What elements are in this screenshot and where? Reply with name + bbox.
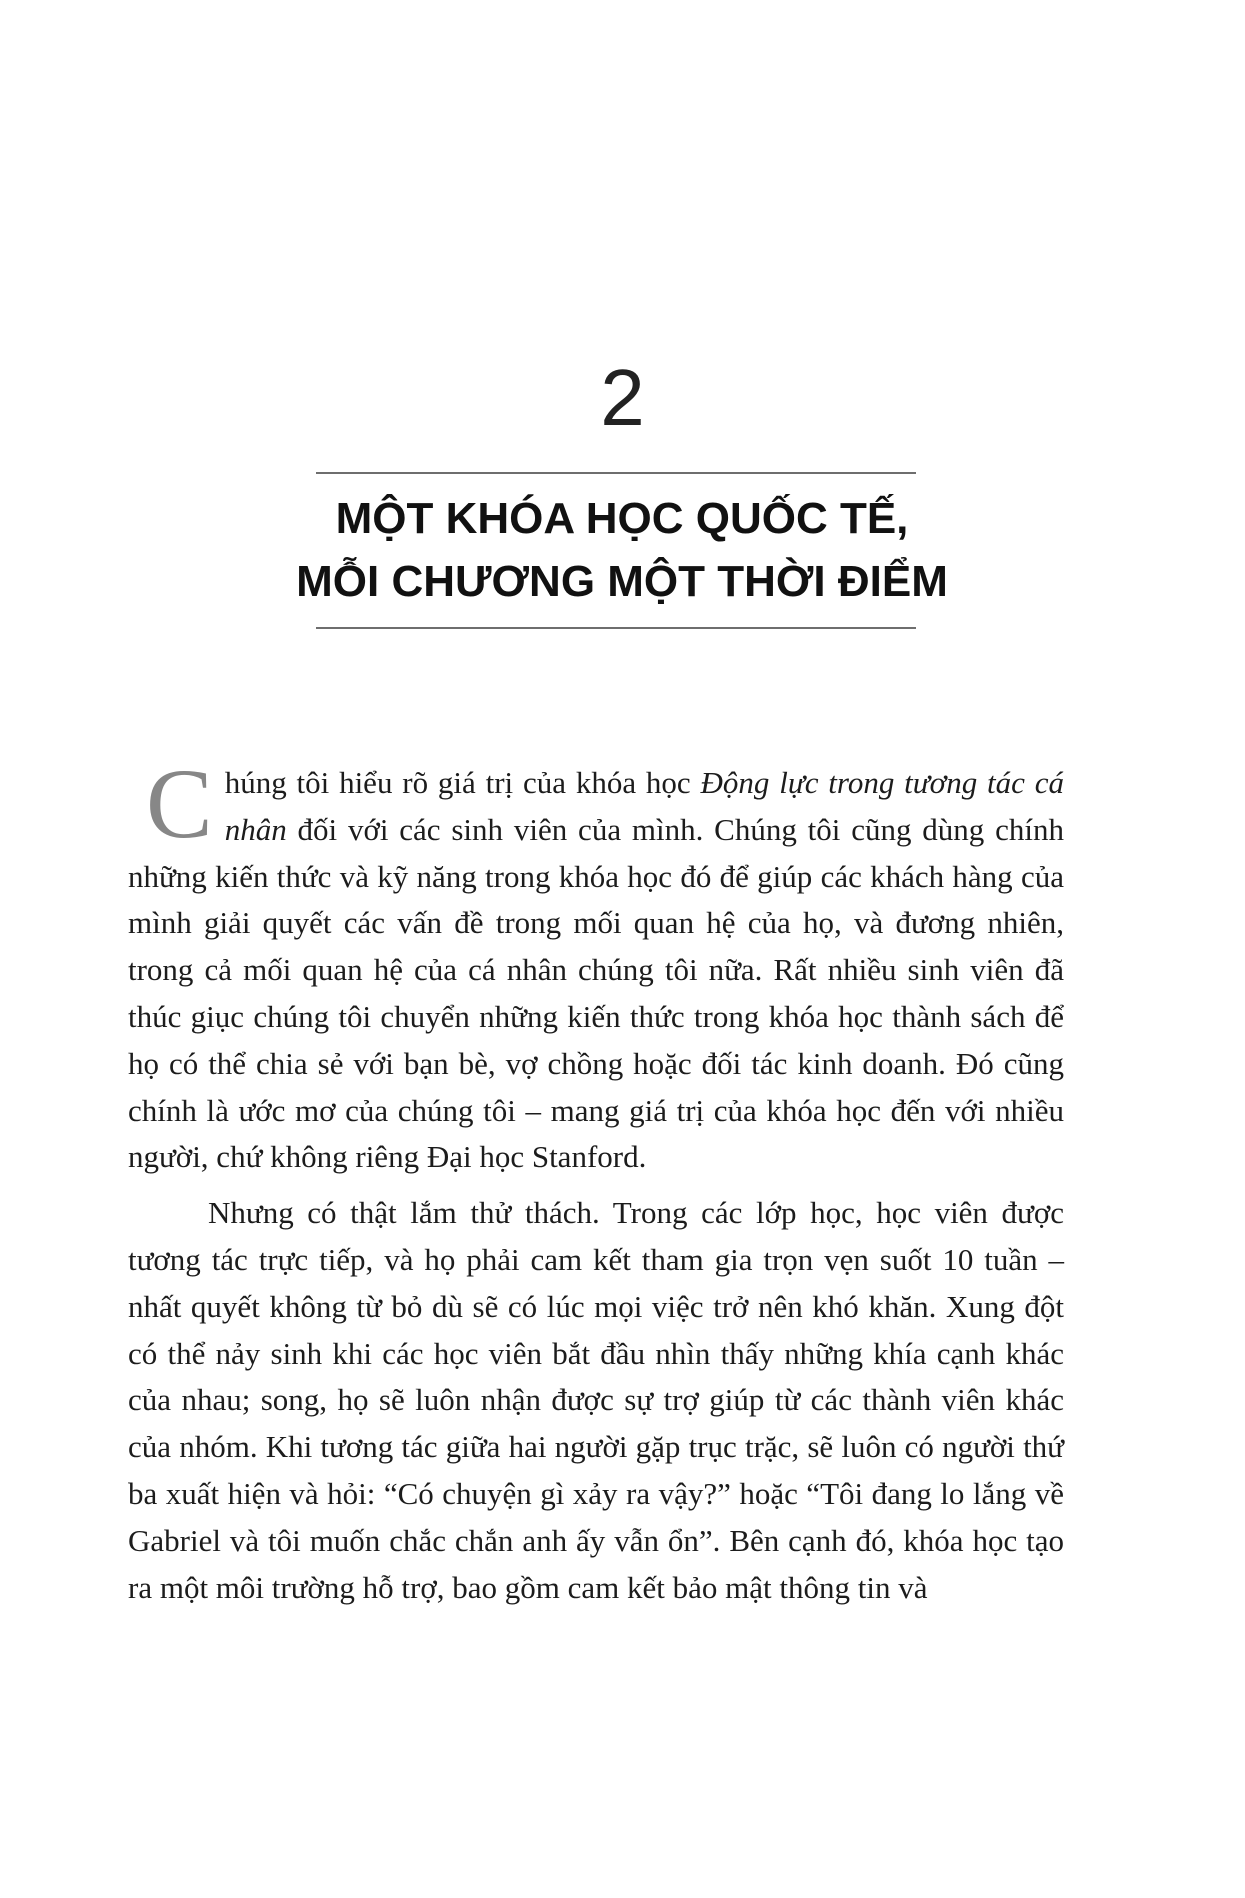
chapter-number: 2 xyxy=(600,353,645,442)
dropcap-letter: C xyxy=(146,748,213,859)
title-rule-bottom xyxy=(316,627,916,629)
title-rule-top xyxy=(316,472,916,474)
chapter-title-line-1: MỘT KHÓA HỌC QUỐC TẾ, xyxy=(335,494,909,543)
paragraph-1 xyxy=(128,748,1065,1181)
paragraph-2 xyxy=(128,1190,1064,1611)
paragraph-2-text: Nhưng có thật lắm thử thách. Trong các lớp học, học viên được tương tác trực tiếp, và họ phải cam kết tham gia trọn vẹn suốt 10 tuần – nhất quyết không từ bỏ dù sẽ có lúc mọi việc trở nên khó khăn. Xung đột có thể nảy sinh khi các học viên bắt đầu nhìn thấy những khía cạnh khác của nhau; song, họ sẽ luôn nhận được sự trợ giúp từ các thành viên khác của nhóm. Khi tương tác giữa hai người gặp trục trặc, sẽ luôn có người thứ ba xuất hiện và hỏi: “Có chuyện gì xảy ra vậy?” hoặc “Tôi đang lo lắng về Gabriel và tôi muốn chắc chắn anh ấy vẫn ổn”. Bên cạnh đó, khóa học tạo ra một môi trường hỗ trợ, bao gồm cam kết bảo mật thông tin và xyxy=(128,1195,1064,1605)
paragraph-1-text: húng tôi hiểu rõ giá trị của khóa học Động lực trong tương tác cá nhân đối với các sinh viên của mình. Chúng tôi cũng dùng chính những kiến thức và kỹ năng trong khóa học đó để giúp các khách hàng của mình giải quyết các vấn đề trong mối quan hệ của họ, và đương nhiên, trong cả mối quan hệ của cá nhân chúng tôi nữa. Rất nhiều sinh viên đã thúc giục chúng tôi chuyển những kiến thức trong khóa học thành sách để họ có thể chia sẻ với bạn bè, vợ chồng hoặc đối tác kinh doanh. Đó cũng chính là ước mơ của chúng tôi – mang giá trị của khóa học đến với nhiều người, chứ không riêng Đại học Stanford. xyxy=(128,765,1065,1175)
body-text xyxy=(128,748,1065,1611)
chapter-title-line-2: MỖI CHƯƠNG MỘT THỜI ĐIỂM xyxy=(296,557,948,606)
chapter-title xyxy=(6,487,1238,613)
